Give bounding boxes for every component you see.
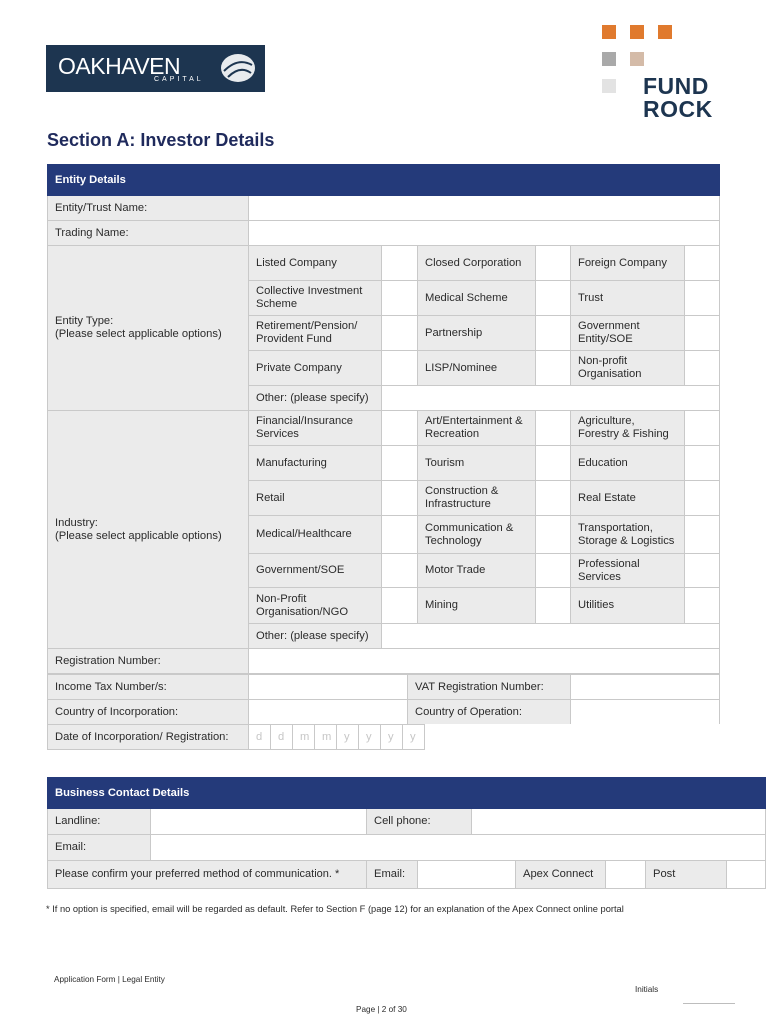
entity-type-label: Entity Type: (Please select applicable options) (48, 246, 249, 411)
entity-type-checkbox[interactable] (685, 351, 720, 386)
entity-type-other-field[interactable] (382, 386, 720, 411)
industry-checkbox[interactable] (382, 554, 418, 588)
section-title: Section A: Investor Details (47, 130, 275, 150)
industry-option: Transportation, Storage & Logistics (571, 516, 685, 554)
country-inc-label: Country of Incorporation: (48, 700, 249, 725)
industry-option: Professional Services (571, 554, 685, 588)
landline-field[interactable] (151, 809, 367, 835)
entity-type-checkbox[interactable] (382, 246, 418, 281)
industry-checkbox[interactable] (382, 481, 418, 516)
industry-checkbox[interactable] (536, 411, 571, 446)
industry-checkbox[interactable] (536, 516, 571, 554)
contact-header: Business Contact Details (48, 778, 766, 809)
industry-checkbox[interactable] (536, 481, 571, 516)
footer-page: Page | 2 of 30 (356, 1005, 407, 1014)
entity-type-option: Partnership (418, 316, 536, 351)
industry-option: Financial/Insurance Services (249, 411, 382, 446)
entity-type-other-label: Other: (please specify) (249, 386, 382, 411)
entity-type-checkbox[interactable] (382, 316, 418, 351)
vat-label: VAT Registration Number: (408, 675, 571, 700)
industry-checkbox[interactable] (685, 588, 720, 624)
date-digit-field[interactable]: m (293, 725, 315, 750)
industry-checkbox[interactable] (536, 446, 571, 481)
entity-type-checkbox[interactable] (685, 246, 720, 281)
industry-option: Tourism (418, 446, 536, 481)
industry-checkbox[interactable] (536, 554, 571, 588)
industry-checkbox[interactable] (685, 516, 720, 554)
date-table (47, 724, 720, 750)
entity-type-option: Collective Investment Scheme (249, 281, 382, 316)
industry-option: Communication & Technology (418, 516, 536, 554)
date-digit-field[interactable]: y (359, 725, 381, 750)
entity-type-checkbox[interactable] (536, 351, 571, 386)
industry-other-label: Other: (please specify) (249, 624, 382, 649)
entity-type-option: Closed Corporation (418, 246, 536, 281)
cell-label: Cell phone: (367, 809, 472, 835)
footer-form: Application Form | Legal Entity (54, 975, 165, 984)
entity-type-option: Private Company (249, 351, 382, 386)
entity-type-checkbox[interactable] (382, 351, 418, 386)
date-digit-field[interactable]: m (315, 725, 337, 750)
industry-option: Medical/Healthcare (249, 516, 382, 554)
registration-details-table (47, 674, 720, 725)
entity-type-checkbox[interactable] (536, 246, 571, 281)
industry-checkbox[interactable] (382, 411, 418, 446)
industry-option: Mining (418, 588, 536, 624)
industry-option: Government/SOE (249, 554, 382, 588)
oakhaven-logo (46, 45, 265, 92)
opt-email-checkbox[interactable] (418, 861, 516, 889)
income-tax-field[interactable] (249, 675, 408, 700)
default-note: * If no option is specified, email will be regarded as default. Refer to Section F (page 12) for an explanation of the Apex Connect online portal (46, 904, 624, 914)
industry-checkbox[interactable] (382, 588, 418, 624)
opt-email-label: Email: (367, 861, 418, 889)
landline-label: Landline: (48, 809, 151, 835)
email-field[interactable] (151, 835, 766, 861)
country-op-field[interactable] (571, 700, 720, 725)
industry-option: Non-Profit Organisation/NGO (249, 588, 382, 624)
date-digit-field[interactable]: d (271, 725, 293, 750)
industry-option: Construction & Infrastructure (418, 481, 536, 516)
vat-field[interactable] (571, 675, 720, 700)
industry-option: Retail (249, 481, 382, 516)
opt-post-checkbox[interactable] (727, 861, 766, 889)
industry-checkbox[interactable] (685, 481, 720, 516)
entity-type-option: Retirement/Pension/ Provident Fund (249, 316, 382, 351)
industry-option: Agriculture, Forestry & Fishing (571, 411, 685, 446)
entity-type-option: Medical Scheme (418, 281, 536, 316)
entity-type-option: LISP/Nominee (418, 351, 536, 386)
entity-type-option: Government Entity/SOE (571, 316, 685, 351)
industry-option: Motor Trade (418, 554, 536, 588)
entity-type-option: Non-profit Organisation (571, 351, 685, 386)
cell-field[interactable] (472, 809, 766, 835)
entity-type-option: Foreign Company (571, 246, 685, 281)
industry-option: Utilities (571, 588, 685, 624)
entity-type-checkbox[interactable] (536, 281, 571, 316)
entity-type-checkbox[interactable] (536, 316, 571, 351)
initials-line[interactable] (683, 1003, 735, 1004)
income-tax-label: Income Tax Number/s: (48, 675, 249, 700)
industry-checkbox[interactable] (382, 516, 418, 554)
fundrock-logo: FUND ROCK (643, 73, 713, 122)
date-spacer (425, 725, 720, 750)
industry-label: Industry: (Please select applicable options) (48, 411, 249, 649)
industry-option: Art/Entertainment & Recreation (418, 411, 536, 446)
industry-option: Education (571, 446, 685, 481)
opt-post-label: Post (646, 861, 727, 889)
entity-header: Entity Details (48, 165, 720, 196)
industry-option: Manufacturing (249, 446, 382, 481)
date-digit-field[interactable]: y (381, 725, 403, 750)
opt-apex-label: Apex Connect (516, 861, 606, 889)
date-digit-field[interactable]: d (249, 725, 271, 750)
registration-field[interactable] (249, 649, 720, 674)
entity-details-table (47, 164, 720, 674)
industry-checkbox[interactable] (382, 446, 418, 481)
industry-checkbox[interactable] (536, 588, 571, 624)
brand-sub: CAPITAL (154, 76, 204, 83)
registration-label: Registration Number: (48, 649, 249, 674)
contact-table (47, 777, 766, 889)
trust-name-label: Entity/Trust Name: (48, 196, 249, 221)
date-label: Date of Incorporation/ Registration: (48, 725, 249, 750)
industry-other-field[interactable] (382, 624, 720, 649)
opt-apex-checkbox[interactable] (606, 861, 646, 889)
entity-type-checkbox[interactable] (382, 281, 418, 316)
industry-checkbox[interactable] (685, 554, 720, 588)
trust-name-field[interactable] (249, 196, 720, 221)
country-op-label: Country of Operation: (408, 700, 571, 725)
oak-leaf-icon (218, 49, 258, 87)
trading-name-field[interactable] (249, 221, 720, 246)
footer-initials: Initials (635, 985, 659, 994)
industry-checkbox[interactable] (685, 411, 720, 446)
brand-name: OAKHAVEN (58, 53, 181, 79)
country-inc-field[interactable] (249, 700, 408, 725)
entity-type-checkbox[interactable] (685, 316, 720, 351)
trading-name-label: Trading Name: (48, 221, 249, 246)
date-digit-field[interactable]: y (403, 725, 425, 750)
industry-checkbox[interactable] (685, 446, 720, 481)
email-label: Email: (48, 835, 151, 861)
date-digit-field[interactable]: y (337, 725, 359, 750)
entity-type-checkbox[interactable] (685, 281, 720, 316)
pref-method-label: Please confirm your preferred method of communication. * (48, 861, 367, 889)
entity-type-option: Listed Company (249, 246, 382, 281)
industry-option: Real Estate (571, 481, 685, 516)
entity-type-option: Trust (571, 281, 685, 316)
